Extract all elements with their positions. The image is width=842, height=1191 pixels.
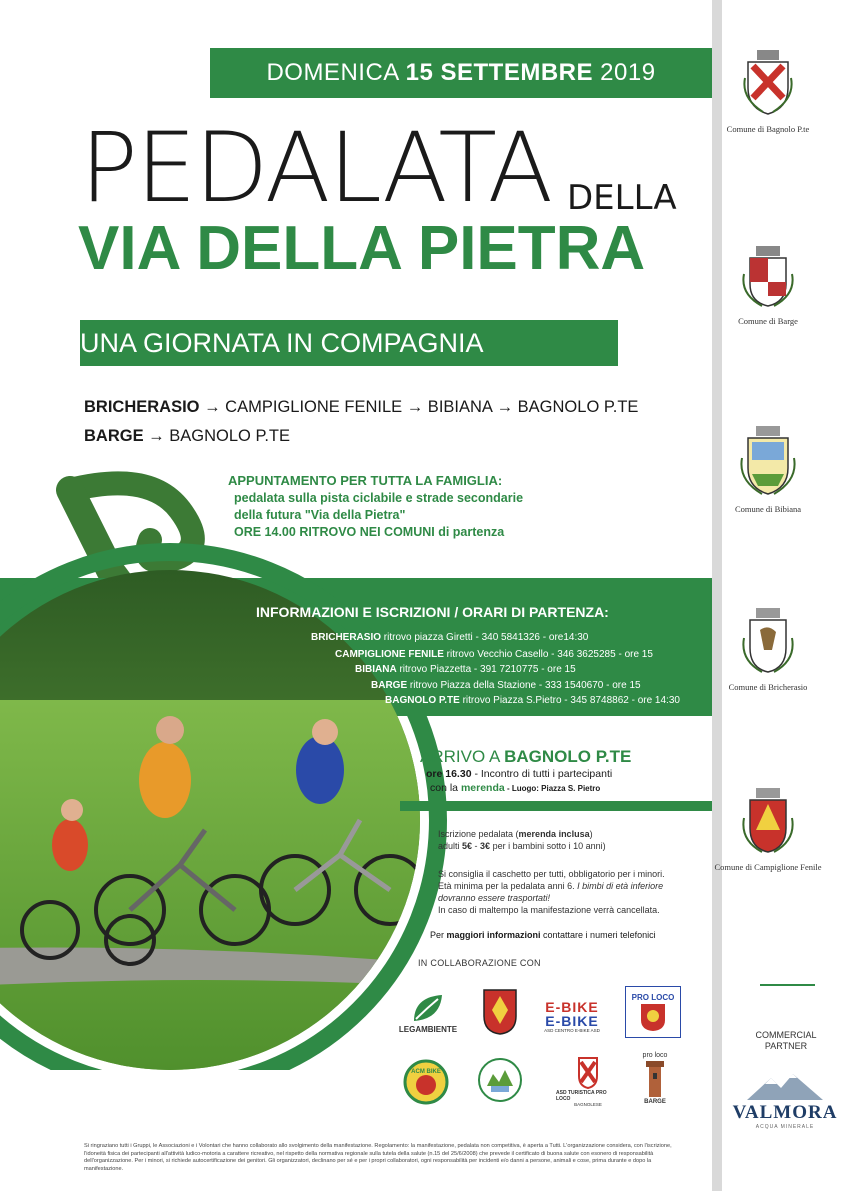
info-text: ritrovo Vecchio Casello - 346 3625285 - ore 15 bbox=[443, 649, 653, 660]
route-line-2 bbox=[84, 427, 290, 446]
iscr-pre: Iscrizione pedalata ( bbox=[438, 829, 519, 839]
info-title: INFORMAZIONI E ISCRIZIONI / ORARI DI PARTENZA: bbox=[256, 604, 609, 620]
note-line bbox=[438, 880, 698, 904]
asd-shield-icon bbox=[577, 1056, 599, 1090]
comune-label: Comune di Bagnolo P.te bbox=[726, 124, 810, 134]
note-italic: I bimbi di età inferiore dovranno essere trasportati! bbox=[438, 881, 664, 904]
proloco-name: PRO LOCO bbox=[631, 992, 675, 1002]
shield-icon bbox=[482, 988, 518, 1036]
title-via-della-pietra: VIA DELLA PIETRA bbox=[78, 214, 646, 283]
mountain-icon bbox=[745, 1072, 825, 1102]
price-child: 3€ bbox=[480, 841, 491, 852]
route-rest: → CAMPIGLIONE FENILE → BIBIANA → BAGNOLO P.TE bbox=[199, 398, 639, 416]
ebike-logo bbox=[536, 994, 608, 1038]
crest-bagnolo bbox=[726, 48, 810, 135]
note-line: Si consiglia il caschetto per tutti, obbligatorio per i minori. bbox=[438, 869, 665, 879]
asd-name: ASD TURISTICA PRO LOCO bbox=[556, 1089, 607, 1102]
asd-sub: BAGNOLESE bbox=[574, 1101, 602, 1107]
route-line-1 bbox=[84, 398, 638, 417]
crest-bricherasio-icon bbox=[740, 606, 796, 676]
asd-turistica-logo bbox=[556, 1052, 620, 1110]
proloco-crest-icon bbox=[638, 1002, 668, 1032]
proloco-barge-logo bbox=[632, 1048, 678, 1108]
notes-block bbox=[438, 868, 698, 917]
legambiente-logo bbox=[392, 988, 464, 1038]
crest-campiglione bbox=[714, 786, 822, 873]
iscrizione-block bbox=[438, 828, 688, 852]
iscr-mid: - bbox=[472, 841, 481, 852]
ebike-name-2: E-BIKE bbox=[545, 1012, 599, 1029]
crest-partner-logo bbox=[480, 986, 520, 1038]
ebike-name: E-BIKE bbox=[545, 998, 599, 1015]
iscr-post: per i bambini sotto i 10 anni) bbox=[490, 841, 606, 852]
famiglia-line: pedalata sulla pista ciclabile e strade secondarie bbox=[234, 490, 524, 505]
acm-bike-logo bbox=[402, 1058, 450, 1106]
leaf-icon bbox=[410, 993, 446, 1023]
crest-bagnolo-icon bbox=[743, 48, 793, 118]
acm-badge-icon bbox=[403, 1059, 449, 1105]
info-text: ritrovo Piazza della Stazione - 333 1540670 - ore 15 bbox=[407, 680, 641, 691]
price-adult: 5€ bbox=[462, 841, 473, 852]
info-row bbox=[371, 680, 641, 691]
proloco-logo bbox=[625, 986, 681, 1038]
magg-post: contattare i numeri telefonici bbox=[540, 930, 656, 940]
iscrizione-line-2 bbox=[438, 840, 688, 852]
arrivo-luogo: - Luogo: Piazza S. Pietro bbox=[504, 784, 601, 793]
magg-bold: maggiori informazioni bbox=[446, 930, 541, 940]
comune-label: Comune di Barge bbox=[738, 316, 798, 326]
town-seal-icon bbox=[477, 1052, 523, 1108]
ebike-sub: ASD CENTRO E-BIKE ASD bbox=[544, 1027, 600, 1033]
footnote: Si ringraziano tutti i Gruppi, le Associazioni e i Volontari che hanno collaborato allo svolgimento della manifestazione. Regolamento: la manifestazione, pedalata non competitiva, è aperta a Tutti. L'organizzazione considera, con l'iscrizione, l'idoneità fisica dei partecipanti all'attività ludico-motoria a carattere ricreativo, nel rispetto della normativa regionale sulla tutela della salute (n.15 del 25/6/2008) che prevede il certificato di buona salute con esonero di responsabilità dell'organizzazione. Per i minori, si richiede autocertificazione dei genitori. Gli organizzatori, declinano per sé e per i propri collaboratori, ogni responsabilità per incidenti e/o danni a persone, animali e cose, prima durante e dopo la manifestazione. bbox=[84, 1143, 672, 1172]
crest-barge-icon bbox=[740, 244, 796, 310]
info-town: BIBIANA bbox=[355, 664, 397, 675]
barge-name: BARGE bbox=[644, 1098, 666, 1105]
info-text: ritrovo Piazza S.Pietro - 345 8748862 - ore 14:30 bbox=[459, 695, 680, 706]
info-row bbox=[335, 649, 653, 660]
iscrizione-line-1 bbox=[438, 828, 688, 840]
info-row bbox=[311, 632, 588, 643]
magg-pre: Per bbox=[430, 930, 447, 940]
info-town: BARGE bbox=[371, 680, 408, 691]
tower-icon bbox=[640, 1059, 670, 1099]
info-town: BAGNOLO P.TE bbox=[385, 695, 460, 706]
famiglia-line: della futura "Via della Pietra" bbox=[234, 507, 406, 522]
info-town: CAMPIGLIONE FENILE bbox=[335, 649, 444, 660]
town-seal-logo bbox=[476, 1050, 524, 1110]
strip-divider bbox=[760, 984, 815, 986]
note-line: In caso di maltempo la manifestazione verrà cancellata. bbox=[438, 905, 660, 916]
famiglia-heading: APPUNTAMENTO PER TUTTA LA FAMIGLIA: bbox=[228, 473, 503, 488]
sponsor-strip bbox=[712, 0, 842, 1191]
arrivo-time: ore 16.30 bbox=[426, 768, 472, 780]
route-start: BARGE bbox=[84, 427, 144, 445]
famiglia-line: ORE 14.00 RITROVO NEI COMUNI di partenza bbox=[234, 524, 505, 539]
note-text: Età minima per la pedalata anni 6. bbox=[438, 881, 578, 892]
legambiente-name: LEGAMBIENTE bbox=[398, 1024, 458, 1034]
date-banner bbox=[210, 48, 712, 98]
arrivo-pre: con la bbox=[430, 782, 461, 794]
iscr-post: ) bbox=[589, 829, 593, 839]
route-start: BRICHERASIO bbox=[84, 398, 200, 416]
title-della: DELLA bbox=[567, 178, 677, 218]
arrivo-line-1 bbox=[426, 768, 612, 780]
arrivo-merenda: merenda bbox=[460, 782, 505, 794]
comune-label: Comune di Bricherasio bbox=[728, 682, 808, 692]
collaborazione-label: IN COLLABORAZIONE CON bbox=[418, 958, 541, 968]
date-bold: 15 SETTEMBRE bbox=[405, 59, 593, 86]
info-text: ritrovo Piazzetta - 391 7210775 - ore 15 bbox=[396, 664, 576, 675]
arrivo-line-2 bbox=[430, 782, 600, 794]
info-text: ritrovo piazza Giretti - 340 5841326 - ore14:30 bbox=[381, 632, 589, 643]
arrivo-prefix: ARRIVO A bbox=[420, 747, 505, 766]
maggiori-info bbox=[430, 930, 656, 940]
valmora-sub: ACQUA MINERALE bbox=[755, 1124, 815, 1130]
commercial-partner-label: COMMERCIAL PARTNER bbox=[755, 1030, 817, 1052]
acm-text: ACM BIKE bbox=[411, 1069, 441, 1075]
route-rest: → BAGNOLO P.TE bbox=[143, 427, 290, 445]
grey-band bbox=[712, 0, 722, 1191]
crest-bibiana-icon bbox=[738, 424, 798, 498]
valmora-logo bbox=[732, 1072, 838, 1130]
crest-barge bbox=[740, 244, 796, 327]
arrivo-title bbox=[420, 747, 631, 767]
crest-bibiana bbox=[734, 424, 802, 515]
arrivo-place: BAGNOLO P.TE bbox=[504, 747, 632, 766]
comune-label: Comune di Campiglione Fenile bbox=[714, 862, 822, 872]
crest-campiglione-icon bbox=[740, 786, 796, 856]
info-row bbox=[385, 695, 680, 706]
iscr-pre: adulti bbox=[438, 841, 463, 852]
arrivo-rest: - Incontro di tutti i partecipanti bbox=[471, 768, 613, 780]
iscr-bold: merenda inclusa bbox=[518, 829, 590, 839]
crest-bricherasio bbox=[728, 606, 808, 693]
subtitle-text: UNA GIORNATA IN COMPAGNIA bbox=[80, 327, 484, 358]
proloco2-name: pro loco bbox=[642, 1051, 668, 1059]
info-town: BRICHERASIO bbox=[311, 632, 382, 643]
comune-label: Comune di Bibiana bbox=[734, 504, 802, 514]
valmora-name: VALMORA bbox=[732, 1102, 838, 1123]
info-row bbox=[355, 664, 576, 675]
arrivo-divider bbox=[400, 801, 712, 811]
subtitle-banner bbox=[80, 320, 618, 366]
date-prefix: DOMENICA bbox=[266, 59, 406, 86]
date-suffix: 2019 bbox=[593, 59, 656, 86]
famiglia-block bbox=[228, 472, 523, 541]
title-pedalata: PEDALATA bbox=[80, 112, 552, 224]
